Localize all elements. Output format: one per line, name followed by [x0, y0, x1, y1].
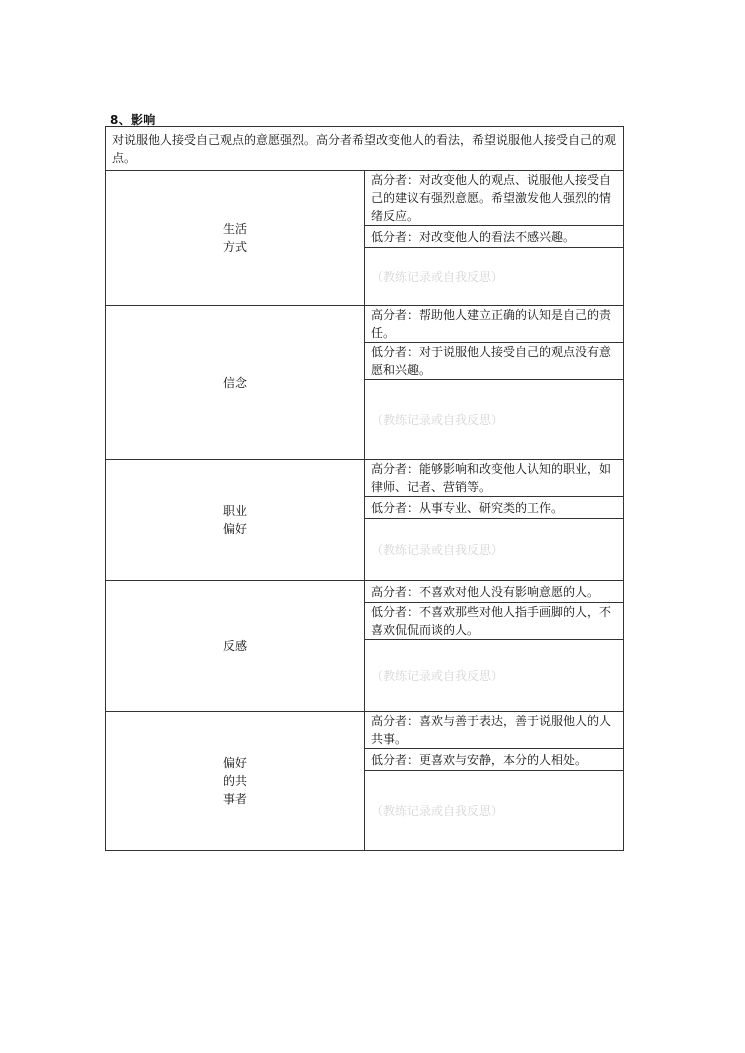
intro-row	[106, 127, 624, 171]
low-scorer-text: 低分者：对改变他人的看法不感兴趣。	[365, 226, 624, 248]
table-row	[106, 460, 624, 497]
coach-note-field[interactable]: （教练记录或自我反思）	[365, 248, 624, 306]
low-scorer-text: 低分者：对于说服他人接受自己的观点没有意愿和兴趣。	[365, 343, 624, 380]
low-scorer-text: 低分者：从事专业、研究类的工作。	[365, 497, 624, 519]
category-belief: 信念	[106, 306, 365, 460]
high-scorer-text: 高分者：能够影响和改变他人认知的职业，如律师、记者、营销等。	[365, 460, 624, 497]
table-row	[106, 712, 624, 749]
table-row	[106, 306, 624, 343]
coach-note-field[interactable]: （教练记录或自我反思）	[365, 519, 624, 581]
high-scorer-text: 高分者：不喜欢对他人没有影响意愿的人。	[365, 581, 624, 603]
category-dislike: 反感	[106, 581, 365, 712]
intro-text: 对说服他人接受自己观点的意愿强烈。高分者希望改变他人的看法，希望说服他人接受自己的观点。	[106, 127, 624, 171]
category-career-preference: 职业 偏好	[106, 460, 365, 581]
table-row	[106, 171, 624, 226]
low-scorer-text: 低分者：更喜欢与安静，本分的人相处。	[365, 749, 624, 771]
coach-note-field[interactable]: （教练记录或自我反思）	[365, 771, 624, 851]
section-heading: 8、影响	[110, 113, 156, 127]
high-scorer-text: 高分者：对改变他人的观点、说服他人接受自己的建议有强烈意愿。希望激发他人强烈的情绪反应。	[365, 171, 624, 226]
coach-note-field[interactable]: （教练记录或自我反思）	[365, 380, 624, 460]
influence-table	[105, 126, 624, 851]
coach-note-field[interactable]: （教练记录或自我反思）	[365, 640, 624, 712]
low-scorer-text: 低分者：不喜欢那些对他人指手画脚的人，不喜欢侃侃而谈的人。	[365, 603, 624, 640]
high-scorer-text: 高分者：喜欢与善于表达，善于说服他人的人共事。	[365, 712, 624, 749]
category-lifestyle: 生活 方式	[106, 171, 365, 306]
high-scorer-text: 高分者：帮助他人建立正确的认知是自己的责任。	[365, 306, 624, 343]
category-preferred-coworkers: 偏好 的共 事者	[106, 712, 365, 851]
table-row	[106, 581, 624, 603]
